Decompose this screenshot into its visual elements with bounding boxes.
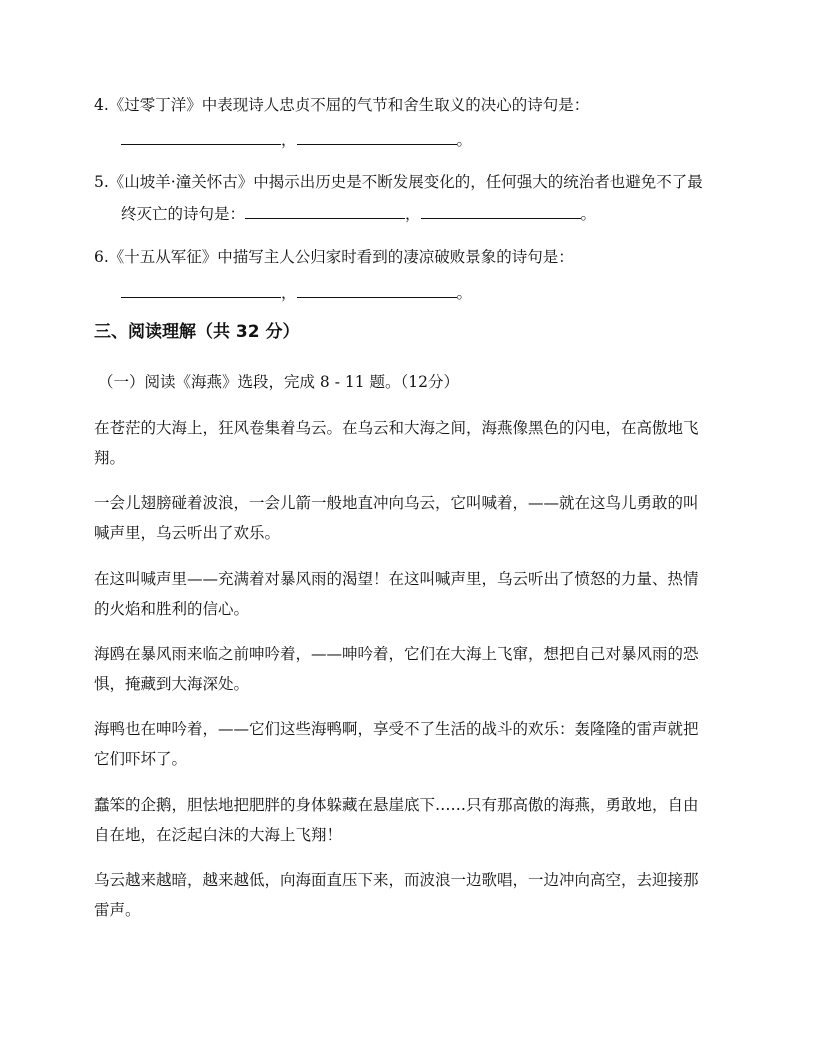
question-5-prompt-line2: 终灭亡的诗句是： ， 。 bbox=[121, 202, 761, 224]
section-title: 三、阅读理解（共 32 分） bbox=[94, 322, 300, 342]
passage-paragraph-2-line1: 一会儿翅膀碰着波浪，一会儿箭一般地直冲向乌云，它叫喊着，——就在这鸟儿勇敢的叫 bbox=[94, 494, 699, 512]
answer-blank[interactable] bbox=[245, 202, 405, 219]
question-6-answer-row: ， 。 bbox=[121, 281, 761, 303]
answer-blank[interactable] bbox=[121, 281, 281, 298]
question-5-prompt-line1: 5.《山坡羊·潼关怀古》中揭示出历史是不断发展变化的，任何强大的统治者也避免不了最 bbox=[94, 173, 703, 191]
passage-paragraph-7-line1: 乌云越来越暗，越来越低，向海面直压下来，而波浪一边歌唱，一边冲向高空，去迎接那 bbox=[94, 871, 699, 889]
passage-paragraph-1-line1: 在苍茫的大海上，狂风卷集着乌云。在乌云和大海之间，海燕像黑色的闪电，在高傲地飞 bbox=[94, 419, 699, 437]
passage-paragraph-2-line2: 喊声里，乌云听出了欢乐。 bbox=[94, 524, 281, 542]
section-subtitle: （一）阅读《海燕》选段，完成 8 - 11 题。（12分） bbox=[98, 373, 460, 391]
passage-paragraph-5-line1: 海鸭也在呻吟着，——它们这些海鸭啊，享受不了生活的战斗的欢乐：轰隆隆的雷声就把 bbox=[94, 720, 699, 738]
passage-paragraph-6-line1: 蠢笨的企鹅，胆怯地把肥胖的身体躲藏在悬崖底下……只有那高傲的海燕，勇敢地，自由 bbox=[94, 796, 699, 814]
question-6-prompt: 6.《十五从军征》中描写主人公归家时看到的凄凉破败景象的诗句是： bbox=[94, 248, 574, 266]
passage-paragraph-7-line2: 雷声。 bbox=[94, 901, 141, 919]
passage-paragraph-4-line1: 海鸥在暴风雨来临之前呻吟着，——呻吟着，它们在大海上飞窜，想把自己对暴风雨的恐 bbox=[94, 645, 699, 663]
passage-paragraph-1-line2: 翔。 bbox=[94, 449, 126, 467]
question-4-prompt: 4.《过零丁洋》中表现诗人忠贞不屈的气节和舍生取义的决心的诗句是： bbox=[94, 96, 590, 114]
passage-paragraph-3-line2: 的火焰和胜利的信心。 bbox=[94, 600, 250, 618]
answer-blank[interactable] bbox=[121, 128, 281, 145]
answer-blank[interactable] bbox=[297, 128, 457, 145]
passage-paragraph-5-line2: 它们吓坏了。 bbox=[94, 750, 188, 768]
question-4-answer-row: ， 。 bbox=[121, 128, 761, 150]
answer-blank[interactable] bbox=[421, 202, 581, 219]
answer-blank[interactable] bbox=[297, 281, 457, 298]
passage-paragraph-3-line1: 在这叫喊声里——充满着对暴风雨的渴望！在这叫喊声里，乌云听出了愤怒的力量、热情 bbox=[94, 570, 699, 588]
passage-paragraph-4-line2: 惧，掩藏到大海深处。 bbox=[94, 675, 250, 693]
passage-paragraph-6-line2: 自在地，在泛起白沫的大海上飞翔！ bbox=[94, 826, 343, 844]
